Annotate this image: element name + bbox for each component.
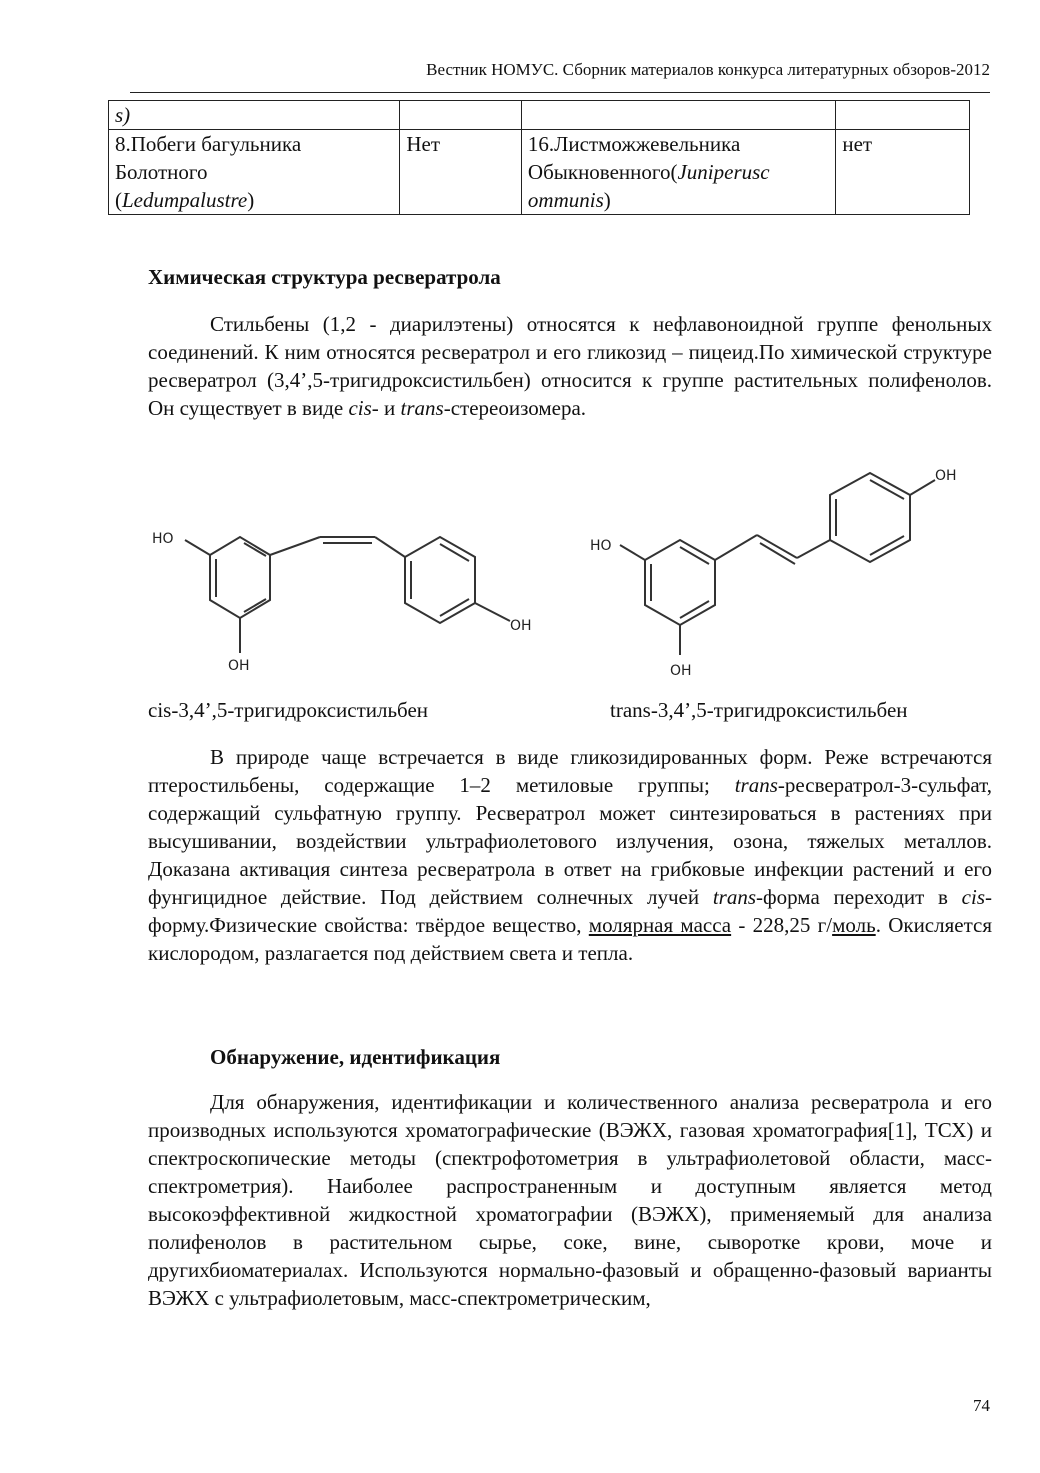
oh-label: OH xyxy=(510,618,532,634)
paragraph-properties: В природе чаще встречается в виде гликозидированных форм. Реже встречаются птеростильбены, содержащие 1–2 метиловые группы; trans-ресвератрол-3-сульфат, содержащий сульфатную группу. Ресвератрол может синтезироваться в растениях при высушивании, воздействии ультрафиолетового излучения, озона, тяжелых металлов. Доказана активация синтеза ресвератрола в ответ на грибковые инфекции растений и его фунгицидное действие. Под действием солнечных лучей trans-форма переходит в cis-форму.Физические свойства: твёрдое вещество, молярная масса - 228,25 г/моль. Окисляется кислородом, разлагается под действием света и тепла. xyxy=(148,745,992,965)
ho-label: HO xyxy=(152,531,174,547)
paragraph-detection: Для обнаружения, идентификации и количественного анализа ресвератрола и его производных используются хроматографические (ВЭЖХ, газовая хроматография[1], ТСХ) и спектроскопические методы (спектрофотометрия в ультрафиолетовой области, масс-спектрометрия). Наиболее распространенным и доступным является метод высокоэффективной жидкостной хроматографии (ВЭЖХ), применяемый для анализа полифенолов в растительном сырье, соке, вине, сыворотке крови, моче и другихбиоматериалах. Используются нормально-фазовый и обращенно-фазовый варианты ВЭЖХ с ультрафиолетовым, масс-спектрометрическим, xyxy=(148,1090,992,1310)
trans-resveratrol-structure xyxy=(585,455,975,690)
section-heading-structure: Химическая структура ресвератрола xyxy=(148,265,501,289)
table-cell: Нет xyxy=(400,130,522,215)
table-cell: s) xyxy=(109,101,400,130)
section-heading-detection: Обнаружение, идентификация xyxy=(210,1045,501,1069)
oh-label: OH xyxy=(228,658,250,674)
plants-table xyxy=(108,100,970,215)
table-row xyxy=(109,101,970,130)
table-cell xyxy=(836,101,970,130)
mole-link[interactable]: моль xyxy=(832,913,876,937)
table-cell xyxy=(521,101,835,130)
ho-label: HO xyxy=(590,538,612,554)
table-row xyxy=(109,130,970,215)
caption-cis: cis-3,4’,5-тригидроксистильбен xyxy=(148,698,429,722)
paragraph-structure: Стильбены (1,2 - диарилэтены) относятся к нефлавоноидной группе фенольных соединений. К ним относятся ресвератрол и его гликозид – пицеид.По химической структуре ресвератрол (3,4’,5-тригидроксистильбен) относится к группе растительных полифенолов. Он существует в виде cis- и trans-стереоизомера. xyxy=(148,312,992,420)
table-cell: 8.Побеги багульника Болотного (Ledumpalustre) xyxy=(109,130,400,215)
table-cell xyxy=(400,101,522,130)
table-cell: нет xyxy=(836,130,970,215)
oh-label: OH xyxy=(670,663,692,679)
page-number: 74 xyxy=(973,1396,990,1415)
running-header: Вестник НОМУС. Сборник материалов конкурса литературных обзоров-2012 xyxy=(130,60,990,93)
cis-resveratrol-structure xyxy=(140,515,560,685)
oh-label: OH xyxy=(935,468,957,484)
molar-mass-link[interactable]: молярная масса xyxy=(588,913,732,937)
caption-trans: trans-3,4’,5-тригидроксистильбен xyxy=(610,698,908,722)
table-cell: 16.Листможжевельника Обыкновенного(Juniperusc ommunis) xyxy=(521,130,835,215)
